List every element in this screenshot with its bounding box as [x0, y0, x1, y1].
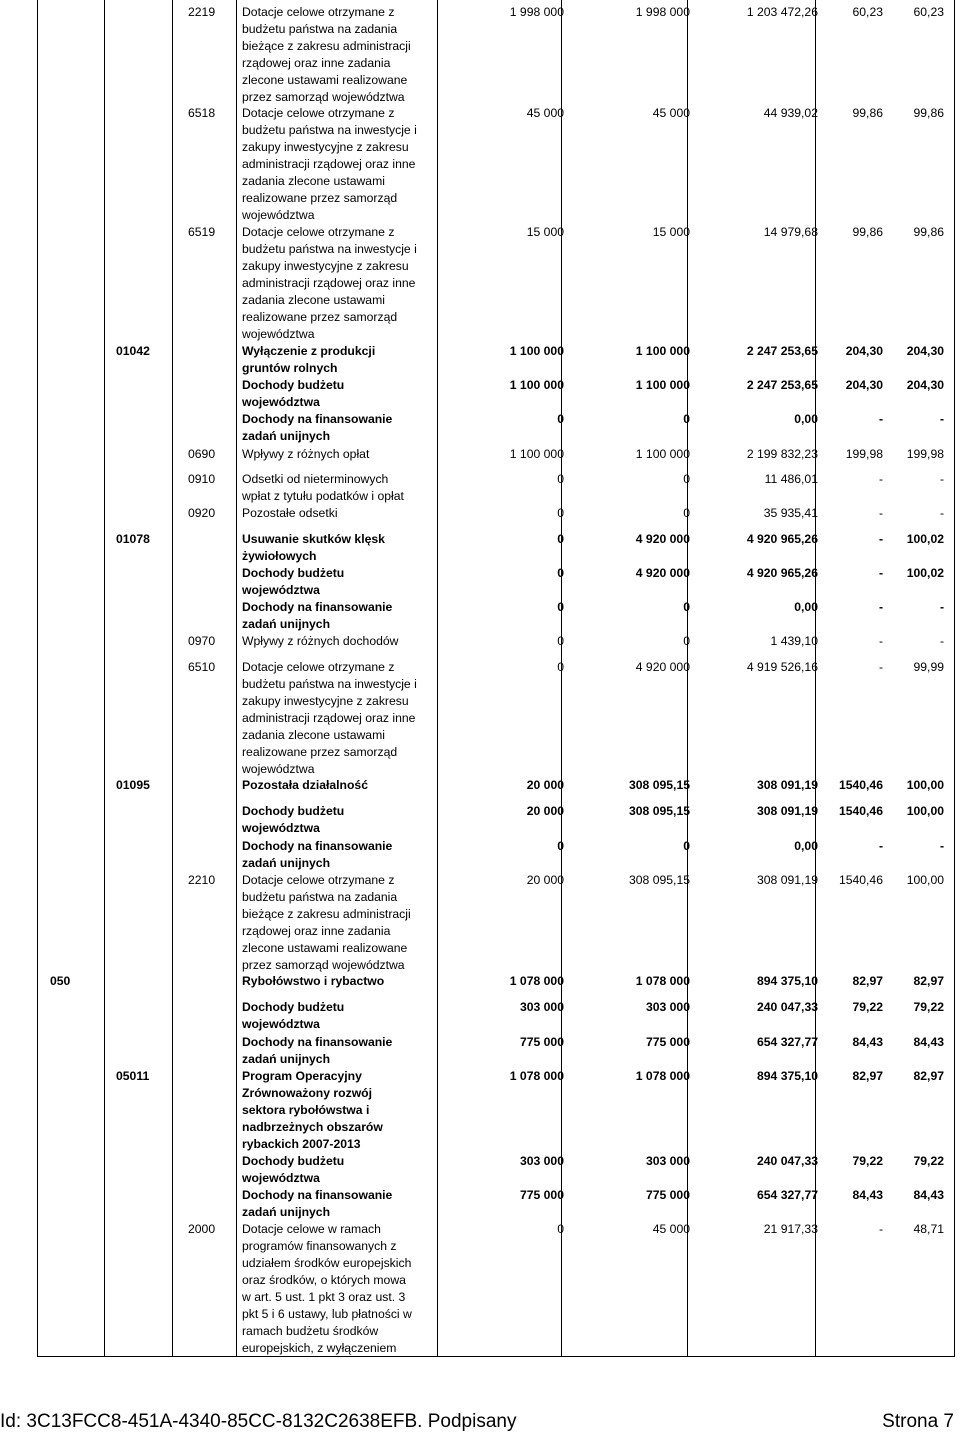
paragraph-code: 0910 [188, 472, 216, 486]
plan-value: 775 000 [519, 1188, 564, 1202]
percent-of-plan-after-changes: 204,30 [906, 344, 944, 358]
plan-after-changes-value: 0 [683, 600, 690, 614]
percent-of-plan: - [878, 532, 883, 546]
percent-of-plan-after-changes: 48,71 [913, 1222, 944, 1236]
plan-after-changes-value: 0 [683, 412, 690, 426]
item-description-line: Pozostałe odsetki [242, 506, 338, 520]
percent-of-plan: - [878, 412, 883, 426]
item-description-line: pkt 5 i 6 ustawy, lub płatności w [242, 1307, 412, 1321]
execution-value: 2 247 253,65 [746, 344, 818, 358]
percent-of-plan-after-changes: 199,98 [906, 447, 944, 461]
plan-value: 0 [557, 506, 564, 520]
percent-of-plan-after-changes: 82,97 [913, 974, 944, 988]
item-description-line: zakupy inwestycyjne z zakresu [242, 140, 409, 154]
execution-value: 894 375,10 [757, 974, 818, 988]
item-description-line: realizowane przez samorząd [242, 745, 398, 759]
execution-value: 35 935,41 [763, 506, 818, 520]
plan-value: 0 [557, 600, 564, 614]
item-description-line: budżetu państwa na zadania [242, 22, 398, 36]
percent-of-plan: 84,43 [852, 1035, 883, 1049]
percent-of-plan: - [878, 839, 883, 853]
plan-after-changes-value: 0 [683, 839, 690, 853]
item-description-line: budżetu państwa na zadania [242, 890, 398, 904]
plan-after-changes-value: 1 998 000 [635, 5, 690, 19]
execution-value: 654 327,77 [757, 1035, 818, 1049]
execution-value: 0,00 [794, 600, 818, 614]
item-description-line: rybackich 2007-2013 [242, 1137, 361, 1151]
execution-value: 4 919 526,16 [746, 660, 818, 674]
paragraph-code: 6518 [188, 106, 216, 120]
percent-of-plan: - [878, 472, 883, 486]
execution-value: 308 091,19 [757, 873, 818, 887]
percent-of-plan: 204,30 [845, 344, 883, 358]
item-description-line: budżetu państwa na inwestycje i [242, 242, 417, 256]
plan-after-changes-value: 303 000 [645, 1154, 690, 1168]
plan-after-changes-value: 308 095,15 [629, 873, 690, 887]
plan-value: 0 [557, 839, 564, 853]
plan-value: 20 000 [526, 778, 564, 792]
item-description-line: wpłat z tytułu podatków i opłat [242, 489, 404, 503]
paragraph-code: 0970 [188, 634, 216, 648]
plan-after-changes-value: 1 100 000 [635, 447, 690, 461]
item-description-line: Wpływy z różnych opłat [242, 447, 370, 461]
execution-value: 308 091,19 [757, 778, 818, 792]
percent-of-plan-after-changes: - [939, 412, 944, 426]
execution-value: 308 091,19 [757, 804, 818, 818]
percent-of-plan: 60,23 [852, 5, 883, 19]
plan-value: 1 100 000 [509, 378, 564, 392]
item-description-line: oraz środków, o których mowa [242, 1273, 406, 1287]
plan-value: 0 [557, 412, 564, 426]
item-description-line: Dochody na finansowanie [242, 1035, 393, 1049]
percent-of-plan: 79,22 [852, 1000, 883, 1014]
item-description-line: Dochody budżetu [242, 566, 345, 580]
execution-value: 2 199 832,23 [746, 447, 818, 461]
percent-of-plan-after-changes: 100,00 [906, 778, 944, 792]
percent-of-plan-after-changes: - [939, 506, 944, 520]
item-description-line: zlecone ustawami realizowane [242, 941, 408, 955]
paragraph-code: 6510 [188, 660, 216, 674]
item-description-line: ramach budżetu środków [242, 1324, 379, 1338]
execution-value: 14 979,68 [763, 225, 818, 239]
plan-after-changes-value: 1 100 000 [635, 344, 690, 358]
percent-of-plan: - [878, 600, 883, 614]
plan-value: 20 000 [526, 873, 564, 887]
item-description-line: zadań unijnych [242, 1205, 331, 1219]
item-description-line: zadań unijnych [242, 429, 331, 443]
item-description-line: Wyłączenie z produkcji [242, 344, 376, 358]
item-description-line: realizowane przez samorząd [242, 310, 398, 324]
execution-value: 894 375,10 [757, 1069, 818, 1083]
item-description-line: administracji rządowej oraz inne [242, 157, 416, 171]
execution-value: 4 920 965,26 [746, 566, 818, 580]
plan-value: 1 100 000 [509, 447, 564, 461]
plan-value: 15 000 [526, 225, 564, 239]
percent-of-plan: 1540,46 [838, 873, 883, 887]
percent-of-plan: 82,97 [852, 1069, 883, 1083]
item-description-line: województwa [242, 762, 315, 776]
percent-of-plan-after-changes: 100,02 [906, 532, 944, 546]
item-description-line: Dochody budżetu [242, 1154, 345, 1168]
plan-after-changes-value: 4 920 000 [635, 660, 690, 674]
plan-after-changes-value: 0 [683, 472, 690, 486]
item-description-line: zadania zlecone ustawami [242, 174, 385, 188]
item-description-line: Dochody budżetu [242, 378, 345, 392]
percent-of-plan-after-changes: 100,00 [906, 873, 944, 887]
plan-after-changes-value: 775 000 [645, 1188, 690, 1202]
item-description-line: województwa [242, 821, 320, 835]
percent-of-plan: - [878, 660, 883, 674]
item-description-line: administracji rządowej oraz inne [242, 711, 416, 725]
chapter-code: 050 [50, 974, 71, 988]
item-description-line: zadań unijnych [242, 617, 331, 631]
item-description-line: Pozostała działalność [242, 778, 368, 792]
percent-of-plan-after-changes: 82,97 [913, 1069, 944, 1083]
item-description-line: gruntów rolnych [242, 361, 338, 375]
execution-value: 2 247 253,65 [746, 378, 818, 392]
item-description-line: Usuwanie skutków klęsk [242, 532, 385, 546]
plan-value: 0 [557, 1222, 564, 1236]
plan-value: 0 [557, 660, 564, 674]
plan-after-changes-value: 15 000 [652, 225, 690, 239]
item-description-line: Dotacje celowe otrzymane z [242, 106, 395, 120]
column-divider [954, 0, 955, 1356]
plan-value: 0 [557, 634, 564, 648]
item-description-line: województwa [242, 327, 315, 341]
column-divider [437, 0, 438, 1356]
item-description-line: Dotacje celowe w ramach [242, 1222, 381, 1236]
plan-value: 45 000 [526, 106, 564, 120]
item-description-line: Zrównoważony rozwój [242, 1086, 372, 1100]
plan-value: 0 [557, 566, 564, 580]
percent-of-plan: 82,97 [852, 974, 883, 988]
percent-of-plan-after-changes: 100,02 [906, 566, 944, 580]
percent-of-plan: - [878, 566, 883, 580]
item-description-line: województwa [242, 1171, 320, 1185]
percent-of-plan-after-changes: 79,22 [913, 1154, 944, 1168]
percent-of-plan-after-changes: 204,30 [906, 378, 944, 392]
percent-of-plan: 1540,46 [838, 778, 883, 792]
percent-of-plan-after-changes: 100,00 [906, 804, 944, 818]
item-description-line: województwa [242, 1017, 320, 1031]
item-description-line: przez samorząd województwa [242, 90, 405, 104]
percent-of-plan-after-changes: - [939, 600, 944, 614]
execution-value: 654 327,77 [757, 1188, 818, 1202]
percent-of-plan: 99,86 [852, 106, 883, 120]
column-divider [104, 0, 105, 1356]
item-description-line: Dochody na finansowanie [242, 412, 393, 426]
percent-of-plan-after-changes: 99,99 [913, 660, 944, 674]
item-description-line: realizowane przez samorząd [242, 191, 398, 205]
paragraph-code: 0690 [188, 447, 216, 461]
item-description-line: europejskich, z wyłączeniem [242, 1341, 397, 1355]
item-description-line: województwa [242, 583, 320, 597]
item-description-line: Dotacje celowe otrzymane z [242, 660, 395, 674]
percent-of-plan-after-changes: 60,23 [913, 5, 944, 19]
percent-of-plan: - [878, 1222, 883, 1236]
plan-after-changes-value: 4 920 000 [635, 566, 690, 580]
item-description-line: żywiołowych [242, 549, 317, 563]
plan-after-changes-value: 0 [683, 634, 690, 648]
plan-after-changes-value: 45 000 [652, 106, 690, 120]
page-number-footer: Strona 7 [882, 1411, 954, 1432]
plan-after-changes-value: 303 000 [645, 1000, 690, 1014]
item-description-line: zadań unijnych [242, 1052, 331, 1066]
execution-value: 21 917,33 [763, 1222, 818, 1236]
item-description-line: nadbrzeżnych obszarów [242, 1120, 383, 1134]
item-description-line: Dotacje celowe otrzymane z [242, 5, 395, 19]
division-code: 01095 [116, 778, 150, 792]
plan-after-changes-value: 4 920 000 [635, 532, 690, 546]
item-description-line: Rybołówstwo i rybactwo [242, 974, 385, 988]
item-description-line: województwa [242, 208, 315, 222]
percent-of-plan: 1540,46 [838, 804, 883, 818]
document-id-footer: Id: 3C13FCC8-451A-4340-85CC-8132C2638EFB. Podpisany [0, 1411, 517, 1432]
item-description-line: zakupy inwestycyjne z zakresu [242, 694, 409, 708]
paragraph-code: 2000 [188, 1222, 216, 1236]
percent-of-plan: 79,22 [852, 1154, 883, 1168]
item-description-line: budżetu państwa na inwestycje i [242, 123, 417, 137]
column-divider [172, 0, 173, 1356]
percent-of-plan-after-changes: 79,22 [913, 1000, 944, 1014]
percent-of-plan-after-changes: 99,86 [913, 106, 944, 120]
percent-of-plan: 199,98 [845, 447, 883, 461]
item-description-line: Dochody budżetu [242, 804, 345, 818]
item-description-line: Dochody na finansowanie [242, 1188, 393, 1202]
item-description-line: programów finansowanych z [242, 1239, 397, 1253]
percent-of-plan-after-changes: - [939, 634, 944, 648]
division-code: 05011 [116, 1069, 150, 1083]
division-code: 01042 [116, 344, 150, 358]
percent-of-plan: - [878, 506, 883, 520]
column-divider [236, 0, 237, 1356]
item-description-line: przez samorząd województwa [242, 958, 405, 972]
paragraph-code: 2210 [188, 873, 216, 887]
item-description-line: zadania zlecone ustawami [242, 293, 385, 307]
item-description-line: sektora rybołówstwa i [242, 1103, 370, 1117]
paragraph-code: 0920 [188, 506, 216, 520]
plan-after-changes-value: 0 [683, 506, 690, 520]
percent-of-plan-after-changes: - [939, 839, 944, 853]
plan-after-changes-value: 1 078 000 [635, 1069, 690, 1083]
item-description-line: zakupy inwestycyjne z zakresu [242, 259, 409, 273]
plan-value: 0 [557, 472, 564, 486]
item-description-line: rządowej oraz inne zadania [242, 56, 391, 70]
item-description-line: Dochody na finansowanie [242, 839, 393, 853]
plan-value: 303 000 [519, 1154, 564, 1168]
paragraph-code: 2219 [188, 5, 216, 19]
item-description-line: rządowej oraz inne zadania [242, 924, 391, 938]
item-description-line: Dochody na finansowanie [242, 600, 393, 614]
plan-after-changes-value: 1 078 000 [635, 974, 690, 988]
item-description-line: bieżące z zakresu administracji [242, 39, 411, 53]
division-code: 01078 [116, 532, 150, 546]
item-description-line: Odsetki od nieterminowych [242, 472, 389, 486]
item-description-line: Dotacje celowe otrzymane z [242, 873, 395, 887]
percent-of-plan-after-changes: - [939, 472, 944, 486]
percent-of-plan-after-changes: 99,86 [913, 225, 944, 239]
execution-value: 240 047,33 [757, 1154, 818, 1168]
plan-value: 303 000 [519, 1000, 564, 1014]
item-description-line: zadań unijnych [242, 856, 331, 870]
plan-after-changes-value: 308 095,15 [629, 778, 690, 792]
column-divider [37, 0, 38, 1356]
plan-after-changes-value: 45 000 [652, 1222, 690, 1236]
paragraph-code: 6519 [188, 225, 216, 239]
execution-value: 1 203 472,26 [746, 5, 818, 19]
item-description-line: zlecone ustawami realizowane [242, 73, 408, 87]
percent-of-plan: 99,86 [852, 225, 883, 239]
execution-value: 11 486,01 [764, 472, 818, 486]
percent-of-plan: 204,30 [845, 378, 883, 392]
execution-value: 44 939,02 [763, 106, 818, 120]
item-description-line: Dotacje celowe otrzymane z [242, 225, 395, 239]
plan-value: 775 000 [519, 1035, 564, 1049]
plan-after-changes-value: 1 100 000 [635, 378, 690, 392]
table-bottom-border [37, 1356, 955, 1357]
item-description-line: Program Operacyjny [242, 1069, 362, 1083]
item-description-line: zadania zlecone ustawami [242, 728, 385, 742]
execution-value: 1 439,10 [770, 634, 818, 648]
plan-value: 1 998 000 [509, 5, 564, 19]
execution-value: 0,00 [794, 839, 818, 853]
percent-of-plan: 84,43 [852, 1188, 883, 1202]
plan-value: 1 078 000 [509, 1069, 564, 1083]
execution-value: 240 047,33 [757, 1000, 818, 1014]
percent-of-plan-after-changes: 84,43 [913, 1035, 944, 1049]
item-description-line: udziałem środków europejskich [242, 1256, 412, 1270]
item-description-line: budżetu państwa na inwestycje i [242, 677, 417, 691]
plan-value: 1 078 000 [509, 974, 564, 988]
percent-of-plan: - [878, 634, 883, 648]
percent-of-plan-after-changes: 84,43 [913, 1188, 944, 1202]
execution-value: 4 920 965,26 [746, 532, 818, 546]
plan-value: 1 100 000 [509, 344, 564, 358]
plan-after-changes-value: 308 095,15 [629, 804, 690, 818]
plan-after-changes-value: 775 000 [645, 1035, 690, 1049]
item-description-line: administracji rządowej oraz inne [242, 276, 416, 290]
item-description-line: Dochody budżetu [242, 1000, 345, 1014]
plan-value: 0 [557, 532, 564, 546]
item-description-line: w art. 5 ust. 1 pkt 3 oraz ust. 3 [242, 1290, 406, 1304]
plan-value: 20 000 [526, 804, 564, 818]
item-description-line: województwa [242, 395, 320, 409]
item-description-line: bieżące z zakresu administracji [242, 907, 411, 921]
item-description-line: Wpływy z różnych dochodów [242, 634, 399, 648]
execution-value: 0,00 [794, 412, 818, 426]
